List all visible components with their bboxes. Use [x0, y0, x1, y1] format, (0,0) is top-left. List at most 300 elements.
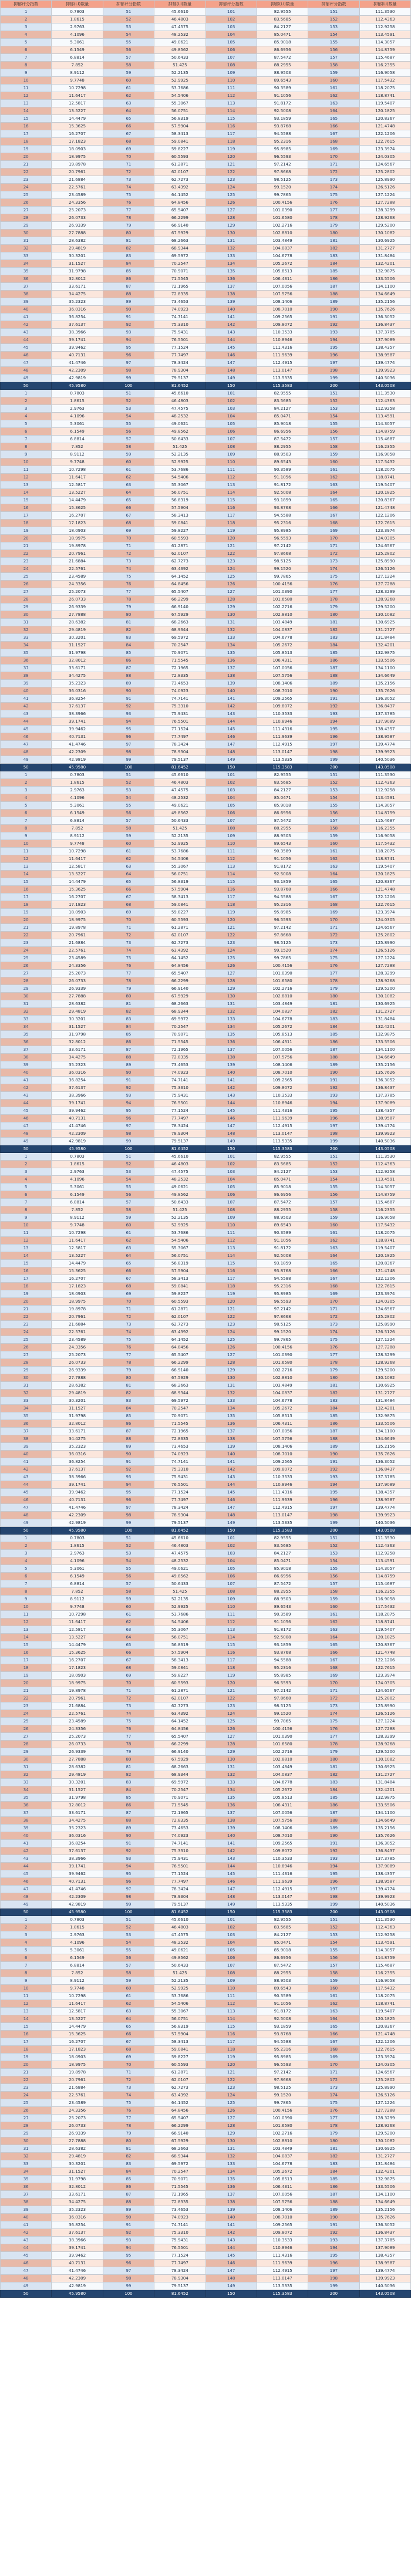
row-value-cell: 140.5036 — [359, 1519, 410, 1527]
row-value-cell: 57.5904 — [154, 1649, 206, 1657]
row-value-cell: 93.8768 — [257, 1649, 308, 1657]
table-row — [1, 1206, 411, 1214]
row-index-cell: 61 — [103, 1992, 154, 2000]
row-value-cell: 108.1406 — [257, 1061, 308, 1069]
row-index-cell: 116 — [206, 1649, 257, 1657]
row-value-cell: 47.4575 — [154, 1550, 206, 1557]
row-index-cell: 196 — [308, 352, 359, 359]
row-value-cell: 22.5761 — [52, 184, 103, 191]
row-value-cell: 125.8990 — [359, 558, 410, 565]
row-value-cell: 92.5008 — [257, 107, 308, 115]
row-value-cell: 25.2073 — [52, 2115, 103, 2122]
row-index-cell: 68 — [103, 901, 154, 909]
row-index-cell: 33 — [1, 1779, 52, 1786]
row-value-cell: 39.9462 — [52, 726, 103, 733]
row-index-cell: 86 — [103, 2183, 154, 2191]
row-index-cell: 8 — [1, 1206, 52, 1214]
table-row — [1, 703, 411, 710]
row-index-cell: 9 — [1, 832, 52, 840]
row-index-cell: 44 — [1, 1863, 52, 1870]
row-value-cell: 70.9071 — [154, 1794, 206, 1802]
row-value-cell: 112.4915 — [257, 741, 308, 748]
row-value-cell: 5.3061 — [52, 1565, 103, 1573]
row-value-cell: 111.3530 — [359, 390, 410, 397]
row-value-cell: 134.1100 — [359, 665, 410, 672]
row-index-cell: 189 — [308, 680, 359, 687]
table-row — [1, 733, 411, 741]
row-value-cell: 96.5593 — [257, 1298, 308, 1306]
row-value-cell: 120.1825 — [359, 2015, 410, 2023]
row-value-cell: 107.5756 — [257, 2199, 308, 2206]
row-index-cell: 128 — [206, 977, 257, 985]
row-index-cell: 170 — [308, 153, 359, 161]
row-index-cell: 93 — [103, 1092, 154, 1100]
table-row — [1, 1214, 411, 1222]
table-row — [1, 878, 411, 886]
row-index-cell: 199 — [308, 375, 359, 382]
table-row — [1, 1634, 411, 1641]
row-value-cell: 40.7131 — [52, 352, 103, 359]
row-index-cell: 40 — [1, 687, 52, 695]
row-index-cell: 1 — [1, 8, 52, 16]
row-value-cell: 74.0923 — [154, 1451, 206, 1458]
row-index-cell: 194 — [308, 718, 359, 726]
row-value-cell: 139.4774 — [359, 1122, 410, 1130]
row-value-cell: 131.2727 — [359, 245, 410, 252]
row-index-cell: 75 — [103, 2099, 154, 2107]
row-value-cell: 29.4819 — [52, 1008, 103, 1016]
row-index-cell: 177 — [308, 970, 359, 977]
row-index-cell: 54 — [103, 1939, 154, 1947]
row-index-cell: 105 — [206, 1184, 257, 1191]
row-index-cell: 197 — [308, 1504, 359, 1512]
row-value-cell: 64.8456 — [154, 2107, 206, 2115]
row-index-cell: 146 — [206, 1496, 257, 1504]
row-value-cell: 128.9268 — [359, 977, 410, 985]
row-index-cell: 108 — [206, 1970, 257, 1977]
row-index-cell: 108 — [206, 443, 257, 451]
row-index-cell: 62 — [103, 474, 154, 481]
row-value-cell: 90.3589 — [257, 85, 308, 92]
row-index-cell: 170 — [308, 2061, 359, 2069]
row-value-cell: 96.5593 — [257, 535, 308, 542]
row-index-cell: 105 — [206, 39, 257, 46]
row-index-cell: 20 — [1, 1298, 52, 1306]
table-row — [1, 1527, 411, 1535]
row-index-cell: 147 — [206, 1504, 257, 1512]
row-index-cell: 80 — [103, 2137, 154, 2145]
row-index-cell: 74 — [103, 1329, 154, 1336]
row-value-cell: 42.9819 — [52, 2282, 103, 2290]
row-value-cell: 78.3424 — [154, 1122, 206, 1130]
row-value-cell: 139.9923 — [359, 1130, 410, 1138]
row-value-cell: 71.5545 — [154, 275, 206, 283]
row-value-cell: 84.2127 — [257, 23, 308, 31]
row-value-cell: 99.7865 — [257, 2099, 308, 2107]
row-value-cell: 66.9140 — [154, 603, 206, 611]
row-index-cell: 12 — [1, 1237, 52, 1245]
row-value-cell: 135.2156 — [359, 1443, 410, 1451]
header-index-4: 抑郁评分指数 — [308, 1, 359, 8]
row-index-cell: 9 — [1, 1977, 52, 1985]
row-value-cell: 112.9258 — [359, 1168, 410, 1176]
table-row — [1, 1596, 411, 1603]
row-index-cell: 162 — [308, 1619, 359, 1626]
row-value-cell: 28.6382 — [52, 1764, 103, 1771]
row-index-cell: 159 — [308, 1977, 359, 1985]
row-value-cell: 78.9304 — [154, 748, 206, 756]
row-index-cell: 195 — [308, 1489, 359, 1496]
table-row — [1, 1298, 411, 1306]
table-row — [1, 46, 411, 54]
row-index-cell: 80 — [103, 1756, 154, 1764]
row-index-cell: 23 — [1, 1702, 52, 1710]
row-value-cell: 101.6580 — [257, 977, 308, 985]
row-index-cell: 158 — [308, 1588, 359, 1596]
row-value-cell: 130.6925 — [359, 2145, 410, 2153]
row-value-cell: 72.8335 — [154, 291, 206, 298]
row-index-cell: 57 — [103, 817, 154, 825]
row-index-cell: 123 — [206, 558, 257, 565]
row-value-cell: 9.7748 — [52, 1603, 103, 1611]
row-index-cell: 103 — [206, 787, 257, 794]
row-value-cell: 137.3785 — [359, 329, 410, 336]
row-index-cell: 18 — [1, 901, 52, 909]
row-index-cell: 59 — [103, 1596, 154, 1603]
row-value-cell: 99.7865 — [257, 1718, 308, 1725]
row-value-cell: 95.2316 — [257, 2046, 308, 2054]
row-value-cell: 53.7686 — [154, 85, 206, 92]
row-value-cell: 61.2871 — [154, 2069, 206, 2076]
row-index-cell: 120 — [206, 916, 257, 924]
row-index-cell: 125 — [206, 955, 257, 962]
row-index-cell: 173 — [308, 176, 359, 184]
row-value-cell: 105.8513 — [257, 1794, 308, 1802]
row-index-cell: 195 — [308, 726, 359, 733]
row-index-cell: 116 — [206, 886, 257, 893]
row-value-cell: 56.0751 — [154, 2015, 206, 2023]
row-index-cell: 65 — [103, 1641, 154, 1649]
row-index-cell: 37 — [1, 665, 52, 672]
row-value-cell: 64.8456 — [154, 581, 206, 588]
row-value-cell: 100.4156 — [257, 1725, 308, 1733]
table-row — [1, 2260, 411, 2267]
row-index-cell: 153 — [308, 23, 359, 31]
row-value-cell: 12.5817 — [52, 2008, 103, 2015]
row-index-cell: 30 — [1, 2137, 52, 2145]
row-value-cell: 76.5501 — [154, 336, 206, 344]
row-index-cell: 99 — [103, 1138, 154, 1145]
row-value-cell: 131.2727 — [359, 626, 410, 634]
row-value-cell: 137.3785 — [359, 1092, 410, 1100]
table-row — [1, 1199, 411, 1206]
row-value-cell: 72.1965 — [154, 283, 206, 291]
row-value-cell: 69.5972 — [154, 252, 206, 260]
row-value-cell: 103.4849 — [257, 619, 308, 626]
row-index-cell: 17 — [1, 2038, 52, 2046]
row-index-cell: 198 — [308, 748, 359, 756]
row-index-cell: 126 — [206, 962, 257, 970]
row-value-cell: 70.2547 — [154, 1405, 206, 1412]
row-index-cell: 47 — [1, 1504, 52, 1512]
row-value-cell: 75.3310 — [154, 1084, 206, 1092]
row-index-cell: 27 — [1, 1733, 52, 1741]
table-row — [1, 1077, 411, 1084]
row-value-cell: 66.2299 — [154, 214, 206, 222]
row-value-cell: 56.0751 — [154, 107, 206, 115]
row-index-cell: 180 — [308, 1374, 359, 1382]
row-value-cell: 109.2565 — [257, 1840, 308, 1847]
row-index-cell: 151 — [308, 1153, 359, 1161]
row-index-cell: 160 — [308, 1603, 359, 1611]
row-index-cell: 149 — [206, 1138, 257, 1145]
row-value-cell: 123.3974 — [359, 2054, 410, 2061]
table-row — [1, 69, 411, 77]
row-index-cell: 29 — [1, 222, 52, 230]
row-index-cell: 140 — [206, 306, 257, 313]
row-value-cell: 111.9639 — [257, 352, 308, 359]
row-value-cell: 103.4849 — [257, 2145, 308, 2153]
row-index-cell: 90 — [103, 1451, 154, 1458]
row-index-cell: 31 — [1, 1764, 52, 1771]
row-value-cell: 77.1524 — [154, 726, 206, 733]
row-value-cell: 50.6433 — [154, 436, 206, 443]
row-index-cell: 46 — [1, 1496, 52, 1504]
row-value-cell: 109.2565 — [257, 2221, 308, 2229]
row-value-cell: 62.0107 — [154, 932, 206, 939]
row-index-cell: 87 — [103, 1428, 154, 1435]
row-index-cell: 129 — [206, 603, 257, 611]
row-index-cell: 141 — [206, 313, 257, 321]
row-index-cell: 130 — [206, 993, 257, 1000]
row-value-cell: 118.8741 — [359, 92, 410, 100]
row-value-cell: 17.1823 — [52, 520, 103, 527]
row-value-cell: 115.4687 — [359, 1962, 410, 1970]
row-index-cell: 176 — [308, 1344, 359, 1351]
row-value-cell: 11.6417 — [52, 1237, 103, 1245]
row-value-cell: 49.0621 — [154, 802, 206, 810]
row-value-cell: 57.5904 — [154, 1267, 206, 1275]
row-value-cell: 105.2672 — [257, 2168, 308, 2176]
row-value-cell: 72.1965 — [154, 665, 206, 672]
header-index-1: 抑郁评分指数 — [1, 1, 52, 8]
row-value-cell: 95.8985 — [257, 2054, 308, 2061]
row-value-cell: 137.3785 — [359, 1474, 410, 1481]
row-value-cell: 39.9462 — [52, 344, 103, 352]
row-index-cell: 125 — [206, 573, 257, 581]
row-index-cell: 56 — [103, 1954, 154, 1962]
table-row — [1, 1283, 411, 1290]
table-row — [1, 1687, 411, 1695]
table-row — [1, 603, 411, 611]
row-index-cell: 19 — [1, 527, 52, 535]
row-value-cell: 132.4201 — [359, 2168, 410, 2176]
row-value-cell: 128.9268 — [359, 214, 410, 222]
row-index-cell: 18 — [1, 1664, 52, 1672]
row-value-cell: 109.2565 — [257, 313, 308, 321]
row-value-cell: 23.4589 — [52, 2099, 103, 2107]
row-value-cell: 110.3533 — [257, 1855, 308, 1863]
row-value-cell: 18.9975 — [52, 153, 103, 161]
row-value-cell: 51.425 — [154, 1206, 206, 1214]
row-value-cell: 13.5227 — [52, 871, 103, 878]
row-value-cell: 34.4275 — [52, 1054, 103, 1061]
row-index-cell: 5 — [1, 39, 52, 46]
row-value-cell: 78.9304 — [154, 1512, 206, 1519]
table-row — [1, 1580, 411, 1588]
row-index-cell: 108 — [206, 1206, 257, 1214]
row-value-cell: 1.8615 — [52, 779, 103, 787]
row-index-cell: 197 — [308, 741, 359, 748]
row-value-cell: 71.5545 — [154, 1039, 206, 1046]
row-index-cell: 103 — [206, 405, 257, 413]
row-index-cell: 113 — [206, 2008, 257, 2015]
table-row — [1, 993, 411, 1000]
row-value-cell: 86.6956 — [257, 1954, 308, 1962]
row-index-cell: 188 — [308, 2199, 359, 2206]
row-value-cell: 37.6137 — [52, 2229, 103, 2237]
table-row — [1, 764, 411, 771]
row-value-cell: 36.8254 — [52, 1840, 103, 1847]
row-value-cell: 59.0841 — [154, 1664, 206, 1672]
row-value-cell: 108.1406 — [257, 298, 308, 306]
row-index-cell: 42 — [1, 703, 52, 710]
row-index-cell: 135 — [206, 1794, 257, 1802]
row-value-cell: 55.3067 — [154, 863, 206, 871]
row-index-cell: 181 — [308, 2145, 359, 2153]
row-index-cell: 154 — [308, 1557, 359, 1565]
row-value-cell: 92.5008 — [257, 1634, 308, 1641]
row-index-cell: 175 — [308, 955, 359, 962]
row-index-cell: 142 — [206, 1084, 257, 1092]
table-row — [1, 54, 411, 62]
row-index-cell: 168 — [308, 2046, 359, 2054]
row-index-cell: 181 — [308, 619, 359, 626]
row-index-cell: 91 — [103, 2221, 154, 2229]
row-value-cell: 109.2565 — [257, 1077, 308, 1084]
row-index-cell: 115 — [206, 878, 257, 886]
row-index-cell: 148 — [206, 1512, 257, 1519]
row-index-cell: 185 — [308, 1794, 359, 1802]
row-value-cell: 54.5406 — [154, 1237, 206, 1245]
row-value-cell: 113.0147 — [257, 367, 308, 375]
row-value-cell: 30.3201 — [52, 252, 103, 260]
row-value-cell: 54.5406 — [154, 92, 206, 100]
row-value-cell: 62.7273 — [154, 1321, 206, 1329]
row-value-cell: 101.0390 — [257, 207, 308, 214]
row-index-cell: 110 — [206, 77, 257, 85]
table-row — [1, 1649, 411, 1657]
row-value-cell: 88.2955 — [257, 1970, 308, 1977]
row-index-cell: 180 — [308, 2137, 359, 2145]
table-row — [1, 794, 411, 802]
row-index-cell: 29 — [1, 1748, 52, 1756]
row-value-cell: 111.4316 — [257, 726, 308, 733]
table-row — [1, 497, 411, 504]
row-value-cell: 45.9580 — [52, 764, 103, 771]
row-value-cell: 126.5126 — [359, 2092, 410, 2099]
row-index-cell: 129 — [206, 222, 257, 230]
row-index-cell: 11 — [1, 85, 52, 92]
row-index-cell: 33 — [1, 1397, 52, 1405]
row-value-cell: 78.9304 — [154, 1130, 206, 1138]
row-index-cell: 6 — [1, 1573, 52, 1580]
row-index-cell: 129 — [206, 2130, 257, 2137]
row-value-cell: 26.9339 — [52, 1748, 103, 1756]
row-index-cell: 144 — [206, 1481, 257, 1489]
table-row — [1, 466, 411, 474]
row-value-cell: 98.5125 — [257, 1321, 308, 1329]
table-row — [1, 924, 411, 932]
row-value-cell: 104.6778 — [257, 1779, 308, 1786]
row-value-cell: 49.0621 — [154, 420, 206, 428]
row-value-cell: 140.5036 — [359, 1901, 410, 1909]
row-value-cell: 19.8978 — [52, 924, 103, 932]
table-row — [1, 306, 411, 313]
row-value-cell: 100.4156 — [257, 2107, 308, 2115]
row-index-cell: 35 — [1, 1794, 52, 1802]
row-value-cell: 23.4589 — [52, 955, 103, 962]
row-value-cell: 129.5200 — [359, 985, 410, 993]
row-value-cell: 130.6925 — [359, 1382, 410, 1390]
row-index-cell: 102 — [206, 779, 257, 787]
row-value-cell: 117.5432 — [359, 1222, 410, 1229]
row-value-cell: 31.9798 — [52, 1794, 103, 1802]
row-value-cell: 30.3201 — [52, 1397, 103, 1405]
row-index-cell: 63 — [103, 2008, 154, 2015]
row-index-cell: 120 — [206, 2061, 257, 2069]
row-value-cell: 82.9555 — [257, 1153, 308, 1161]
row-value-cell: 97.8668 — [257, 550, 308, 558]
row-index-cell: 190 — [308, 306, 359, 313]
row-value-cell: 52.9925 — [154, 1603, 206, 1611]
row-index-cell: 137 — [206, 665, 257, 672]
row-index-cell: 15 — [1, 1260, 52, 1267]
table-row — [1, 665, 411, 672]
row-index-cell: 167 — [308, 130, 359, 138]
row-value-cell: 130.1082 — [359, 2137, 410, 2145]
row-index-cell: 49 — [1, 375, 52, 382]
row-index-cell: 22 — [1, 1695, 52, 1702]
row-index-cell: 72 — [103, 1695, 154, 1702]
row-index-cell: 159 — [308, 451, 359, 458]
table-row — [1, 756, 411, 764]
row-value-cell: 10.7298 — [52, 1992, 103, 2000]
table-row — [1, 1779, 411, 1786]
row-value-cell: 70.9071 — [154, 1031, 206, 1039]
row-value-cell: 75.9431 — [154, 710, 206, 718]
row-value-cell: 109.8072 — [257, 321, 308, 329]
row-index-cell: 83 — [103, 1397, 154, 1405]
row-index-cell: 101 — [206, 771, 257, 779]
row-index-cell: 2 — [1, 397, 52, 405]
row-value-cell: 13.5227 — [52, 1252, 103, 1260]
row-index-cell: 94 — [103, 718, 154, 726]
row-index-cell: 106 — [206, 428, 257, 436]
row-index-cell: 33 — [1, 2160, 52, 2168]
row-index-cell: 190 — [308, 687, 359, 695]
row-value-cell: 6.1549 — [52, 1954, 103, 1962]
row-index-cell: 27 — [1, 1351, 52, 1359]
row-value-cell: 138.9587 — [359, 352, 410, 359]
row-value-cell: 101.6580 — [257, 2122, 308, 2130]
table-row — [1, 1412, 411, 1420]
row-index-cell: 187 — [308, 283, 359, 291]
table-row — [1, 695, 411, 703]
row-value-cell: 120.8367 — [359, 878, 410, 886]
row-index-cell: 194 — [308, 2244, 359, 2252]
row-index-cell: 29 — [1, 2130, 52, 2137]
